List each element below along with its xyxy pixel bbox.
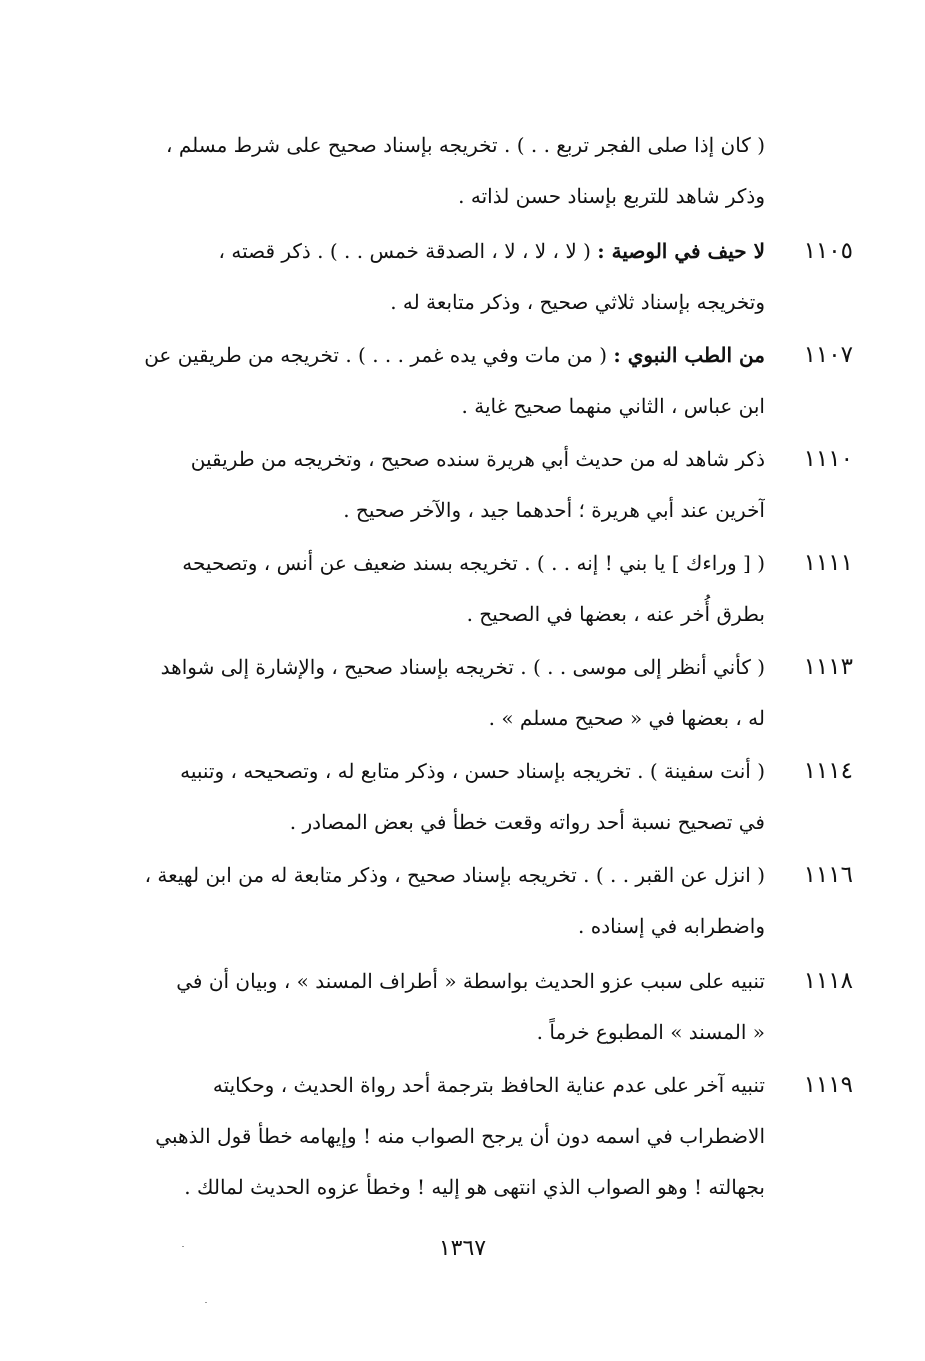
entry-item (100, 226, 853, 328)
entry-text (100, 956, 765, 1058)
entry-number: ١١١٨ (803, 968, 853, 994)
entry-line-text: وتخريجه بإسناد ثلاثي صحيح ، وذكر متابعة له . (390, 290, 765, 314)
entry-line-text: بطرق أُخر عنه ، بعضها في الصحيح . (466, 602, 765, 626)
entry-line (100, 1111, 765, 1162)
entry-item (100, 434, 853, 536)
entry-number: ١١٠٧ (803, 342, 853, 368)
entry-heading: لا حيف في الوصية : (597, 239, 765, 263)
entry-number: ١١١٩ (803, 1072, 853, 1098)
entry-item (100, 850, 853, 952)
entry-number: ١١١١ (803, 550, 853, 576)
entry-text (100, 434, 765, 536)
entry-text (100, 746, 765, 848)
entry-line-text: ابن عباس ، الثاني منهما صحيح غاية . (461, 394, 765, 418)
entry-item (100, 330, 853, 432)
entry-line (100, 120, 765, 171)
entry-line-text: بجهالته ! وهو الصواب الذي انتهى هو إليه ! وخطأ عزوه الحديث لمالك . (184, 1175, 765, 1199)
entry-line-text: ( لا ، لا ، لا ، الصدقة خمس . . ) . ذكر قصته ، (218, 239, 598, 263)
entry-item (100, 642, 853, 744)
entry-line-text: ( انزل عن القبر . . ) . تخريجه بإسناد صحيح ، وذكر متابعة له من ابن لهيعة ، (144, 863, 765, 887)
entry-line (100, 277, 765, 328)
entry-line (100, 589, 765, 640)
entry-line (100, 797, 765, 848)
scan-speck (182, 1246, 184, 1247)
entry-line-text: وذكر شاهد للتربع بإسناد حسن لذاته . (458, 184, 765, 208)
entry-line-text: الاضطراب في اسمه دون أن يرجح الصواب منه ! وإيهامه خطأ قول الذهبي (155, 1124, 765, 1148)
entry-item (100, 538, 853, 640)
entry-line (100, 1060, 765, 1111)
entry-text (100, 226, 765, 328)
entry-line-text: له ، بعضها في « صحيح مسلم » . (488, 706, 765, 730)
entry-line-text: ذكر شاهد له من حديث أبي هريرة سنده صحيح ، وتخريجه من طريقين (190, 447, 765, 471)
entry-item (100, 746, 853, 848)
entry-line-text: آخرين عند أبي هريرة ؛ أحدهما جيد ، والآخر صحيح . (343, 498, 765, 522)
entry-text (100, 642, 765, 744)
entry-number: ١١٠٥ (803, 238, 853, 264)
entry-line (100, 171, 765, 222)
entry-item (100, 120, 853, 222)
entry-line (100, 956, 765, 1007)
page-number: ١٣٦٧ (438, 1236, 487, 1261)
entry-number: ١١١٤ (803, 758, 853, 784)
entry-line (100, 746, 765, 797)
entry-line (100, 642, 765, 693)
entry-text (100, 1060, 765, 1213)
entry-line-text: في تصحيح نسبة أحد رواته وقعت خطأ في بعض المصادر . (289, 810, 765, 834)
entry-line (100, 693, 765, 744)
entry-text (100, 330, 765, 432)
entry-line (100, 381, 765, 432)
entry-line-text: واضطرابه في إسناده . (578, 914, 765, 938)
entry-item (100, 1060, 853, 1213)
entry-text (100, 850, 765, 952)
entry-line (100, 538, 765, 589)
entry-line-text: تنبيه آخر على عدم عناية الحافظ بترجمة أحد رواة الحديث ، وحكايته (212, 1073, 765, 1097)
entry-line-text: ( كان إذا صلى الفجر تربع . . ) . تخريجه بإسناد صحيح على شرط مسلم ، (166, 133, 765, 157)
entry-text (100, 538, 765, 640)
entry-line-text: ( [ وراءك ] يا بني ! إنه . . ) . تخريجه بسند ضعيف عن أنس ، وتصحيحه (182, 551, 765, 575)
entry-line (100, 1007, 765, 1058)
entry-line-text: « المسند » المطبوع خرماً . (536, 1020, 765, 1044)
entry-text (100, 120, 765, 222)
entry-line (100, 850, 765, 901)
entry-line (100, 485, 765, 536)
entry-item (100, 956, 853, 1058)
entry-line (100, 901, 765, 952)
entry-number: ١١١٣ (803, 654, 853, 680)
entry-line-text: تنبيه على سبب عزو الحديث بواسطة « أطراف المسند » ، وبيان أن في (176, 969, 765, 993)
entry-number: ١١١٦ (803, 862, 853, 888)
entry-line (100, 226, 765, 277)
entry-line-text: ( أنت سفينة ) . تخريجه بإسناد حسن ، وذكر متابع له ، وتصحيحه ، وتنبيه (180, 759, 765, 783)
entry-line (100, 330, 765, 381)
entry-line (100, 434, 765, 485)
scan-speck (205, 1302, 207, 1303)
entry-line (100, 1162, 765, 1213)
entry-line-text: ( من مات وفي يده غمر . . . ) . تخريجه من طريقين عن (144, 343, 614, 367)
entry-heading: من الطب النبوي : (613, 343, 765, 367)
entry-line-text: ( كأني أنظر إلى موسى . . ) . تخريجه بإسناد صحيح ، والإشارة إلى شواهد (160, 655, 765, 679)
entry-number: ١١١٠ (803, 446, 853, 472)
